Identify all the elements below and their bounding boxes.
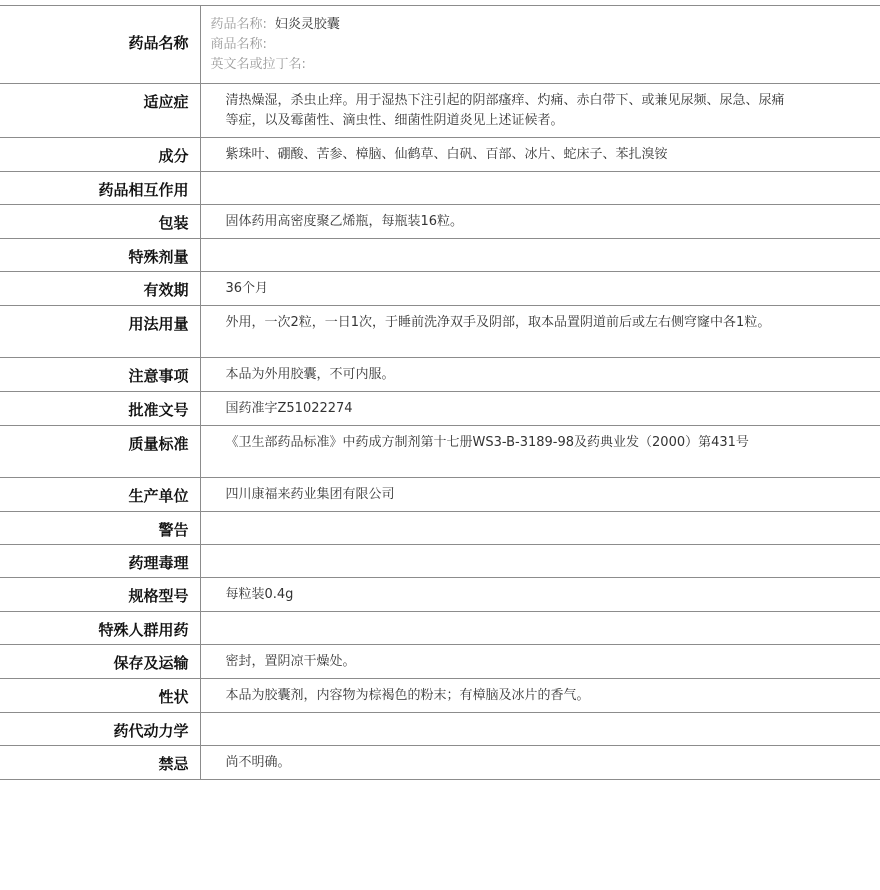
quality-standard-value: 《卫生部药品标准》中药成方制剂第十七册WS3-B-3189-98及药典业发（2000）第431号 [200,426,880,478]
row-specification [0,578,880,612]
generic-name-key: 药品名称: [210,17,267,32]
quality-standard-label: 质量标准 [0,426,200,478]
special-populations-value [200,612,880,645]
row-pharmacology [0,545,880,578]
drug-name-label: 药品名称 [0,6,200,84]
row-contraindications [0,746,880,780]
generic-name-value: 妇炎灵胶囊 [274,17,340,32]
pharmacokinetics-label: 药代动力学 [0,713,200,746]
storage-label: 保存及运输 [0,645,200,679]
drug-info-table [0,5,880,780]
description-value: 本品为胶囊剂，内容物为棕褐色的粉末；有樟脑及冰片的香气。 [200,679,880,713]
specification-label: 规格型号 [0,578,200,612]
ingredients-label: 成分 [0,138,200,172]
row-precautions [0,358,880,392]
shelf-life-value: 36个月 [200,272,880,306]
row-usage-dosage [0,306,880,358]
row-quality-standard [0,426,880,478]
special-dosage-label: 特殊剂量 [0,239,200,272]
interactions-label: 药品相互作用 [0,172,200,205]
manufacturer-value: 四川康福来药业集团有限公司 [200,478,880,512]
interactions-value [200,172,880,205]
generic-name-line [211,15,880,35]
precautions-value: 本品为外用胶囊，不可内服。 [200,358,880,392]
packaging-label: 包装 [0,205,200,239]
shelf-life-label: 有效期 [0,272,200,306]
manufacturer-label: 生产单位 [0,478,200,512]
usage-dosage-label: 用法用量 [0,306,200,358]
warning-label: 警告 [0,512,200,545]
indications-label: 适应症 [0,84,200,138]
pharmacokinetics-value [200,713,880,746]
usage-dosage-value: 外用，一次2粒，一日1次，于睡前洗净双手及阴部，取本品置阴道前后或左右侧穹窿中各1粒。 [200,306,880,358]
pharmacology-value [200,545,880,578]
indications-value: 清热燥湿，杀虫止痒。用于湿热下注引起的阴部瘙痒、灼痛、赤白带下、或兼见尿频、尿急、尿痛等症，以及霉菌性、滴虫性、细菌性阴道炎见上述证候者。 [200,84,880,138]
row-storage [0,645,880,679]
row-ingredients [0,138,880,172]
row-indications [0,84,880,138]
approval-number-label: 批准文号 [0,392,200,426]
row-shelf-life [0,272,880,306]
row-interactions [0,172,880,205]
row-special-populations [0,612,880,645]
special-populations-label: 特殊人群用药 [0,612,200,645]
pharmacology-label: 药理毒理 [0,545,200,578]
english-name-key: 英文名或拉丁名: [210,57,306,72]
row-warning [0,512,880,545]
special-dosage-value [200,239,880,272]
row-drug-name [0,6,880,84]
contraindications-value: 尚不明确。 [200,746,880,780]
row-packaging [0,205,880,239]
row-pharmacokinetics [0,713,880,746]
precautions-label: 注意事项 [0,358,200,392]
trade-name-key: 商品名称: [210,37,267,52]
description-label: 性状 [0,679,200,713]
english-name-line [211,55,880,75]
row-manufacturer [0,478,880,512]
packaging-value: 固体药用高密度聚乙烯瓶，每瓶装16粒。 [200,205,880,239]
storage-value: 密封，置阴凉干燥处。 [200,645,880,679]
approval-number-value: 国药准字Z51022274 [200,392,880,426]
contraindications-label: 禁忌 [0,746,200,780]
drug-name-cell [200,6,880,84]
warning-value [200,512,880,545]
specification-value: 每粒装0.4g [200,578,880,612]
row-special-dosage [0,239,880,272]
row-approval-number [0,392,880,426]
trade-name-line [211,35,880,55]
ingredients-value: 紫珠叶、硼酸、苦参、樟脑、仙鹤草、白矾、百部、冰片、蛇床子、苯扎溴铵 [200,138,880,172]
row-description [0,679,880,713]
